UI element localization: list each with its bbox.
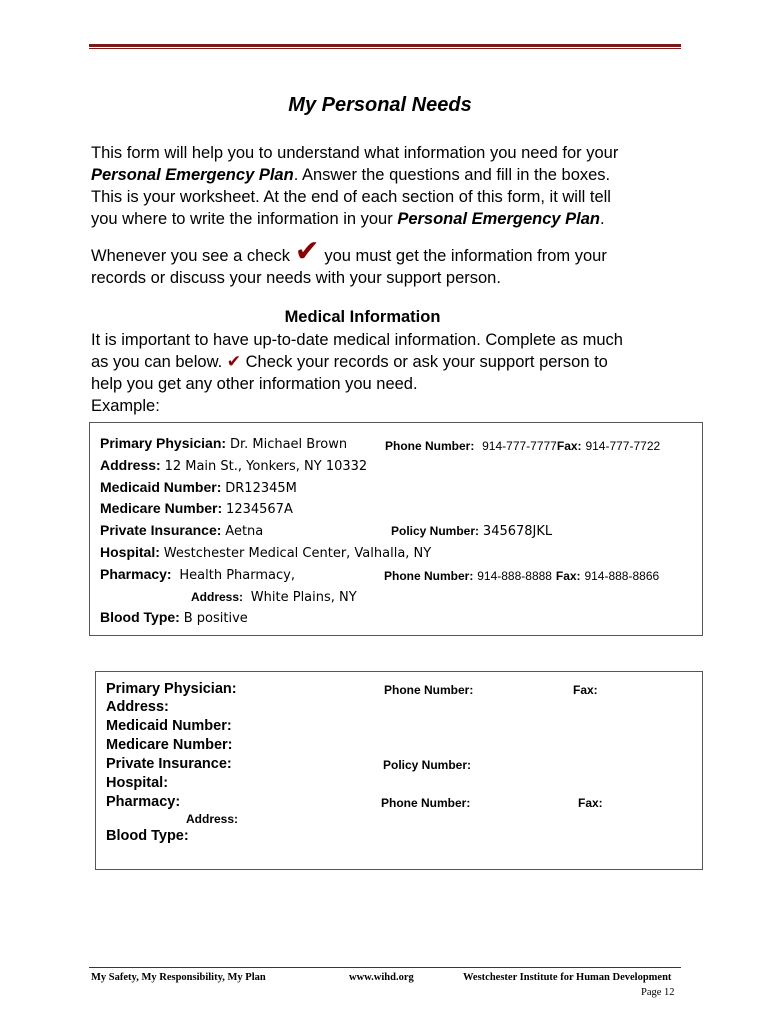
- example-pharmacy-phone: Phone Number: 914-888-8888 Fax: 914-888-8866: [384, 569, 660, 583]
- blank-pharmacy-fax-label: Fax:: [578, 796, 603, 810]
- blank-blood-label: Blood Type:: [106, 828, 189, 844]
- section-title: Medical Information: [284, 308, 441, 326]
- example-medicare-row: Medicare Number: 1234567A: [100, 500, 293, 517]
- blank-pharmacy-address-label: Address:: [186, 812, 239, 826]
- blank-pharmacy-label: Pharmacy:: [106, 794, 181, 810]
- blank-phone-label: Phone Number:: [384, 683, 474, 697]
- blank-insurance-label: Private Insurance:: [106, 756, 232, 772]
- example-phone: Phone Number: 914-777-7777Fax: 914-777-7722: [385, 439, 661, 453]
- example-insurance-row: Private Insurance: Aetna: [100, 522, 264, 539]
- example-hospital-row: Hospital: Westchester Medical Center, Valhalla, NY: [100, 544, 432, 561]
- blank-physician-label: Primary Physician:: [106, 681, 237, 697]
- footer-left: My Safety, My Responsibility, My Plan: [91, 972, 266, 983]
- blank-policy-label: Policy Number:: [383, 758, 472, 772]
- section-paragraph: It is important to have up-to-date medical information. Complete as much as you can below. ✔ Check your records or ask your support person to help you get any other information you need. Example:: [91, 331, 623, 415]
- example-pharmacy-row: Pharmacy: Health Pharmacy,: [100, 566, 295, 583]
- example-blood-row: Blood Type: B positive: [100, 609, 248, 626]
- example-pharmacy-address: Address: White Plains, NY: [191, 590, 357, 605]
- example-address-row: Address: 12 Main St., Yonkers, NY 10332: [100, 457, 368, 474]
- example-medicaid-row: Medicaid Number: DR12345M: [100, 479, 297, 496]
- footer-rule: [89, 967, 681, 968]
- footer-website: www.wihd.org: [349, 972, 414, 983]
- example-physician-row: Primary Physician: Dr. Michael Brown: [100, 435, 348, 452]
- footer-right: Westchester Institute for Human Development: [463, 972, 672, 983]
- check-mark-icon: ✔: [294, 234, 320, 269]
- blank-medicare-label: Medicare Number:: [106, 737, 233, 753]
- page-number: Page 12: [641, 987, 675, 998]
- page-title: My Personal Needs: [288, 94, 472, 116]
- check-paragraph: Whenever you see a check ✔ you must get the information from your records or discuss your needs with your support person.: [91, 234, 607, 287]
- example-policy: Policy Number: 345678JKL: [391, 524, 553, 539]
- header-rule-thin: [89, 48, 681, 49]
- blank-pharmacy-phone-label: Phone Number:: [381, 796, 471, 810]
- header-rule: [89, 44, 681, 47]
- blank-medicaid-label: Medicaid Number:: [106, 718, 232, 734]
- check-mark-icon: ✔: [226, 352, 242, 372]
- blank-fax-label: Fax:: [573, 683, 598, 697]
- intro-paragraph: This form will help you to understand what information you need for your Personal Emergency Plan. Answer the questions and fill in the boxes. This is your worksheet. At the end of each section of this form, it will tell you where to write the information in your Personal Emergency Plan.: [91, 144, 619, 228]
- blank-address-label: Address:: [106, 699, 169, 715]
- blank-hospital-label: Hospital:: [106, 775, 169, 791]
